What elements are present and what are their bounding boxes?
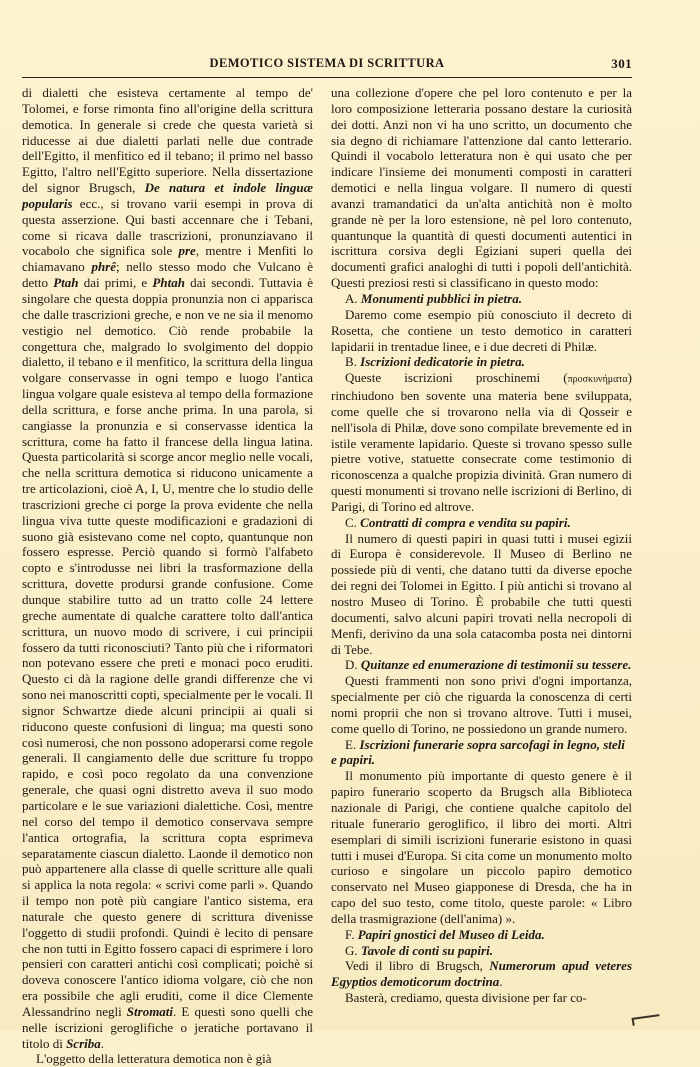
section-heading-a: A. Monumenti pubblici in pietra. [345,290,522,306]
page-corner-mark [632,1014,661,1026]
section-text-a: Daremo come esempio più conosciuto il decreto di Rosetta, che contiene un testo demotico in caratteri lapidarii in trentadue linee, e i due decreti di Philæ. [331,306,632,354]
right-paragraph-intro: una collezione d'opere che pel loro contenuto e per la loro composizione letteraria possano destare la curiosità dei dotti. Anzi non vi ha uno scritto, un documento che sia degno di richiamare l'attenzione dal canto letterario. Quindi il vocabolo letteratura non è qui usato che per indicare l'insieme dei monumenti composti in caratteri demotici e nella lingua volgare. Il numero di questi avanzi tramandatici da un'alta antichità non è molto grande nè per la loro estensione, nè pel loro contenuto, quantunque la quantità di questi documenti autentici in iscrittura corsiva degli Egiziani superi quella dei documenti grafici analoghi di tutti i popoli dell'antichità. Questi preziosi resti si classificano in questo modo: [331,85,632,291]
section-heading-d: D. Quitanze ed enumerazione di testimonii su tessere. [345,657,632,673]
section-heading-e: E. Iscrizioni funerarie sopra sarcofagi in legno, steli e papiri. [331,736,625,768]
header-rule [22,77,632,78]
page-number: 301 [611,56,632,71]
right-paragraph-last: Basterà, crediamo, questa divisione per far co- [345,990,587,1006]
section-heading-g: G. Tavole di conti su papiri. [345,942,493,958]
left-column [22,85,313,1067]
section-text-e: Il monumento più importante di questo genere è il papiro funerario scoperto da Brugsch alla Biblioteca nazionale di Parigi, che contiene qualche capitolo del rituale funerario geroglifico, il libro dei morti. Altri esemplari di simili iscrizioni funerarie esistono in quasi tutti i musei d'Europa. Si cita come un monumento molto curioso e singolare un piccolo papiro demotico conservato nel Museo giapponese di Dresda, che ha in capo del suo testo, come titolo, queste parole: « Libro della trasmigrazione (dell'anima) ». [331,768,632,926]
left-paragraph-2: L'oggetto della letteratura demotica non è già [36,1051,272,1067]
section-heading-f: F. Papiri gnostici del Museo di Leida. [345,926,545,942]
right-column [331,85,632,1006]
section-heading-c: C. Contratti di compra e vendita su papiri. [345,514,571,530]
running-title: DEMOTICO SISTEMA DI SCRITTURA [209,56,445,70]
section-text-b: Queste iscrizioni proschinemi (προσκυνήματα) rinchiudono ben sovente una materia bene sviluppata, come quelle che si trovarono nella via di Qosseir e nell'isola di Philæ, dove sono compilate brevemente ed in istile veramente lapidario. Queste si trovano spesso sulle pietre votive, statuette consecrate come testimonio di riconoscenza a qualche propizia divinità. Gran numero di questi monumenti si trovano nelle iscrizioni di Berlino, di Parigi, di Torino ed altrove. [331,370,632,514]
running-head [22,56,632,78]
section-text-g: Vedi il libro di Brugsch, Numerorum apud veteres Egyptios demoticorum doctrina. [331,958,633,990]
section-text-c: Il numero di questi papiri in quasi tutti i musei egizii di Europa è considerevole. Il Museo di Berlino ne possiede più di venti, che datano tutti da diverse epoche dei regni dei Tolomei in Egitto. I più antichi si trovano al nostro Museo di Torino. È probabile che tutti questi documenti, salvo alcuni papiri trovati nella necropoli di Menfi, derivino da una sola catacomba posta nei dintorni di Tebe. [331,530,632,657]
left-paragraph-1: di dialetti che esisteva certamente al tempo de' Tolomei, e forse rimonta fino all'origine della scrittura demotica. In generale si crede che questa varietà si riducesse ai due dialetti parlati nelle due contrade dell'Egitto, il menfitico ed il tebano; il primo nel basso Egitto, l'altro nell'Egitto superiore. Nella dissertazione del signor Brugsch, De natura et indole linguæ popularis ecc., si trovano varii esempi in prova di questa asserzione. Qui basti accennare che i Tebani, come si ricava dalle trascrizioni, pronunziavano il vocabolo che significa sole pre, mentre i Menfiti lo chiamavano phrê; nello stesso modo che Vulcano è detto Ptah dai primi, e Phtah dai secondi. Tuttavia è singolare che questa doppia pronunzia non ci apparisca che dalle trascrizioni greche, e non ve ne sia il menomo vestigio nel demotico. Ciò rende probabile la congettura che, malgrado lo svolgimento del doppio dialetto, il tebano e il menfitico, la scrittura della lingua volgare conservasse in ogni tempo e luogo l'antica lingua volgare quale esisteva al tempo della formazione della scrittura, e forse anche prima. In una parola, si cangiasse la pronunzia e si conservasse identica la scrittura, come ha fatto il francese della lingua latina. Questa particolarità si scorge ancor meglio nelle vocali, che nella scrittura demotica si riducono unicamente a tre articolazioni, cioè A, I, U, mentre che lo studio delle trascrizioni greche ci porge la prova evidente che nella lingua viva tutte queste modificazioni e gradazioni di suono già esistevano come nel copto, quantunque non fossero espresse. Perciò quando si formò l'alfabeto copto e s'introdusse nei libri la trasformazione della scrittura, dovette prodursi grande confusione. Come dunque stabilire tutto ad un tratto colle 24 lettere greche aumentate di qualche carattere tolto dall'antica scrittura, un nuovo modo di scrivere, i cui principii fossero da tutti riconosciuti? Tanto più che i riformatori non potevano essere che preti e monaci poco eruditi. Questo ci dà la ragione delle grandi differenze che vi sono nei manoscritti copti, specialmente per le vocali. Il signor Schwartze diede alcuni principii ai quali si riducono queste confusioni di lingua; ma questi sono così numerosi, che non possono adoperarsi come regole generali. Il cangiamento delle due scritture fu troppo rapido, e così poco regolato da una convenzione generale, che quasi ogni distretto aveva il suo modo particolare e le sue variazioni dialettiche. Così, mentre nel corso del tempo il demotico conservava sempre l'antica ortografia, la scrittura copta esprimeva separatamente ciascun dialetto. Laonde il demotico non può appartenere alla classe di quelle scritture alle quali si applica la nota regola: « scrivi come parli ». Quando il tempo non potè più cangiare l'antico sistema, era naturale che questo genere di scrittura divenisse l'oggetto di studii profondi. Quindi è lecito di pensare che non tutti in Egitto fossero capaci di esprimere i loro pensieri con caratteri antichi così complicati; poichè si doveva conoscere l'antico idioma volgare, ciò che non era possibile che agli eruditi, come il dice Clemente Alessandrino negli Stromati. E questi sono quelli che nelle iscrizioni geroglifiche o jeratiche portavano il titolo di Scriba. [22,85,313,1051]
section-text-d: Questi frammenti non sono privi d'ogni importanza, specialmente per ciò che riguarda la conoscenza di certi nomi proprii che non si trovano altrove. Tutti i musei, come quello di Torino, ne possiedono un grande numero. [331,673,632,736]
section-heading-b: B. Iscrizioni dedicatorie in pietra. [345,354,525,370]
